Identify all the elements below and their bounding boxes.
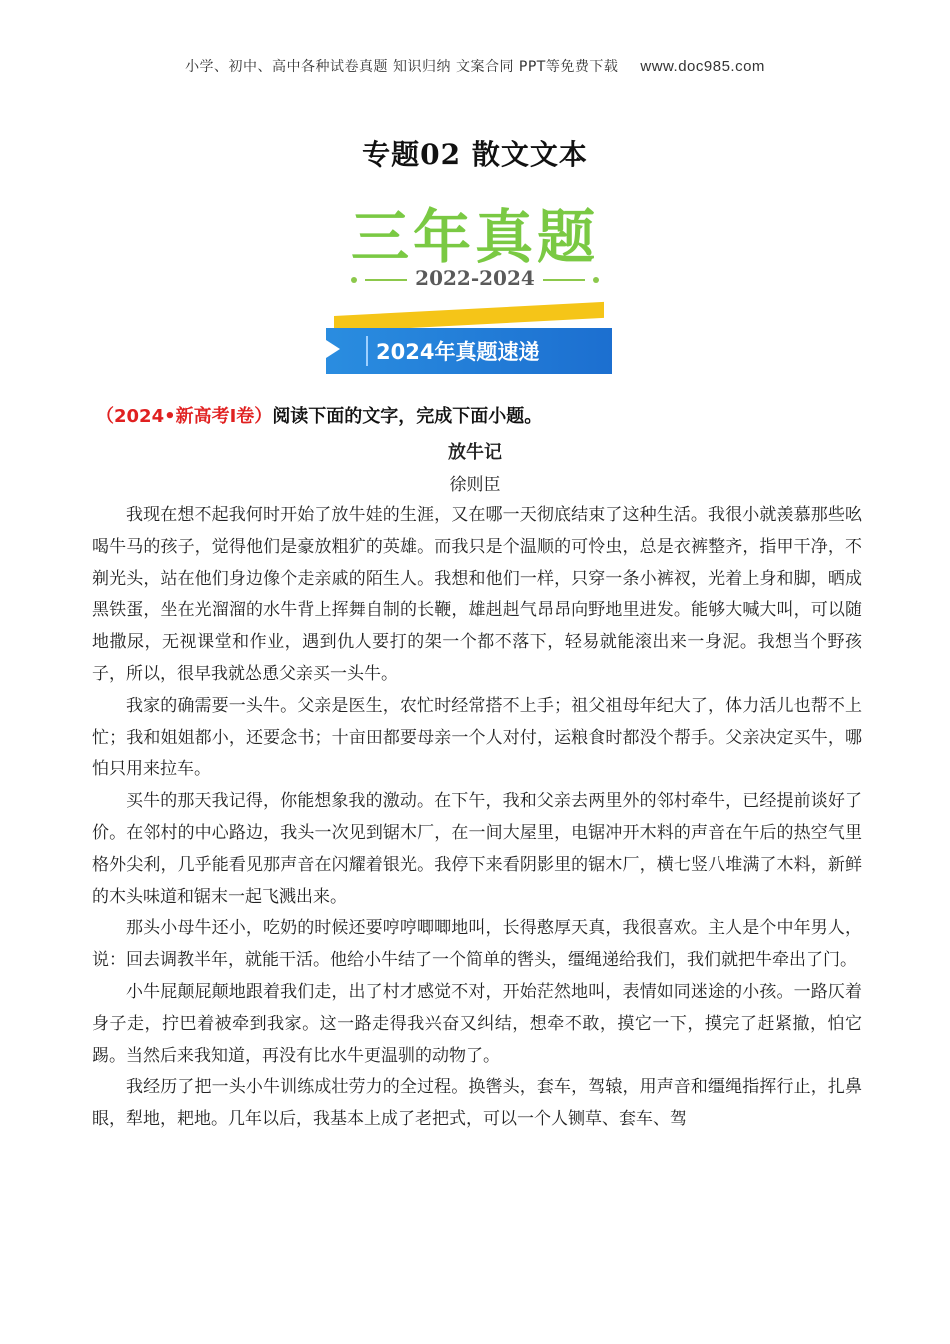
banner-title: 三年真题 <box>350 203 599 271</box>
paragraph: 买牛的那天我记得，你能想象我的激动。在下午，我和父亲去两里外的邻村牵牛，已经提前谈好了价。在邻村的中心路边，我头一次见到锯木厂，在一间大屋里，电锯冲开木料的声音在午后的热空气里格外尖利，几乎能看见那声音在闪耀着银光。我停下来看阴影里的锯木厂，横七竖八堆满了木料，新鲜的木头味道和锯末一起飞溅出来。 <box>92 791 862 907</box>
header-text: 小学、初中、高中各种试卷真题 知识归纳 文案合同 PPT等免费下载 <box>185 59 619 75</box>
divider-left <box>365 279 407 281</box>
article-author: 徐则臣 <box>449 475 501 495</box>
dot-right <box>593 277 599 283</box>
year-range <box>0 266 950 290</box>
paragraph: 那头小母牛还小，吃奶的时候还要哼哼唧唧地叫，长得憨厚天真，我很喜欢。主人是个中年男人，说：回去调教半年，就能干活。他给小牛结了一个简单的辔头，缰绳递给我们，我们就把牛牵出了门。 <box>92 918 862 971</box>
paragraph: 我现在想不起我何时开始了放牛娃的生涯，又在哪一天彻底结束了这种生活。我很小就羡慕那些吆喝牛马的孩子，觉得他们是豪放粗犷的英雄。而我只是个温顺的可怜虫，总是衣裤整齐，指甲干净，不剃光头，站在他们身边像个走亲戚的陌生人。我想和他们一样，只穿一条小裤衩，光着上身和脚，晒成黑铁蛋，坐在光溜溜的水牛背上挥舞自制的长鞭，雄赳赳气昂昂向野地里进发。能够大喊大叫，可以随地撒尿，无视课堂和作业，遇到仇人要打的架一个都不落下，轻易就能滚出来一身泥。我想当个野孩子，所以，很早我就怂恿父亲买一头牛。 <box>92 505 862 684</box>
section-banner <box>326 316 616 376</box>
section-label: 2024年真题速递 <box>376 340 540 364</box>
article-body <box>92 500 862 1136</box>
page-title: 专题02 散文文本 <box>362 138 588 171</box>
paragraph: 我家的确需要一头牛。父亲是医生，农忙时经常搭不上手；祖父祖母年纪大了，体力活儿也帮不上忙；我和姐姐都小，还要念书；十亩田都要母亲一个人对付，运粮食时都没个帮手。父亲决定买牛，哪怕只用来拉车。 <box>92 695 862 780</box>
page-header <box>0 56 950 76</box>
article-title: 放牛记 <box>448 442 502 463</box>
question-intro <box>96 402 542 428</box>
paragraph: 我经历了把一头小牛训练成壮劳力的全过程。换辔头，套车，驾辕，用声音和缰绳指挥行止，扎鼻眼，犁地，耙地。几年以后，我基本上成了老把式，可以一个人铡草、套车、驾 <box>92 1077 862 1130</box>
paragraph: 小牛屁颠屁颠地跟着我们走，出了村才感觉不对，开始茫然地叫，表情如同迷途的小孩。一路仄着身子走，拧巴着被牵到我家。这一路走得我兴奋又纠结，想牵不敢，摸它一下，摸完了赶紧撤，怕它踢。当然后来我知道，再没有比水牛更温驯的动物了。 <box>92 981 862 1066</box>
instruction: 阅读下面的文字，完成下面小题。 <box>272 406 543 427</box>
year-range-text: 2022-2024 <box>415 266 535 290</box>
banner-separator <box>366 336 368 366</box>
divider-right <box>543 279 585 281</box>
header-url[interactable]: www.doc985.com <box>640 58 765 75</box>
dot-left <box>351 277 357 283</box>
exam-source: （2024•新高考Ⅰ卷） <box>96 406 273 427</box>
